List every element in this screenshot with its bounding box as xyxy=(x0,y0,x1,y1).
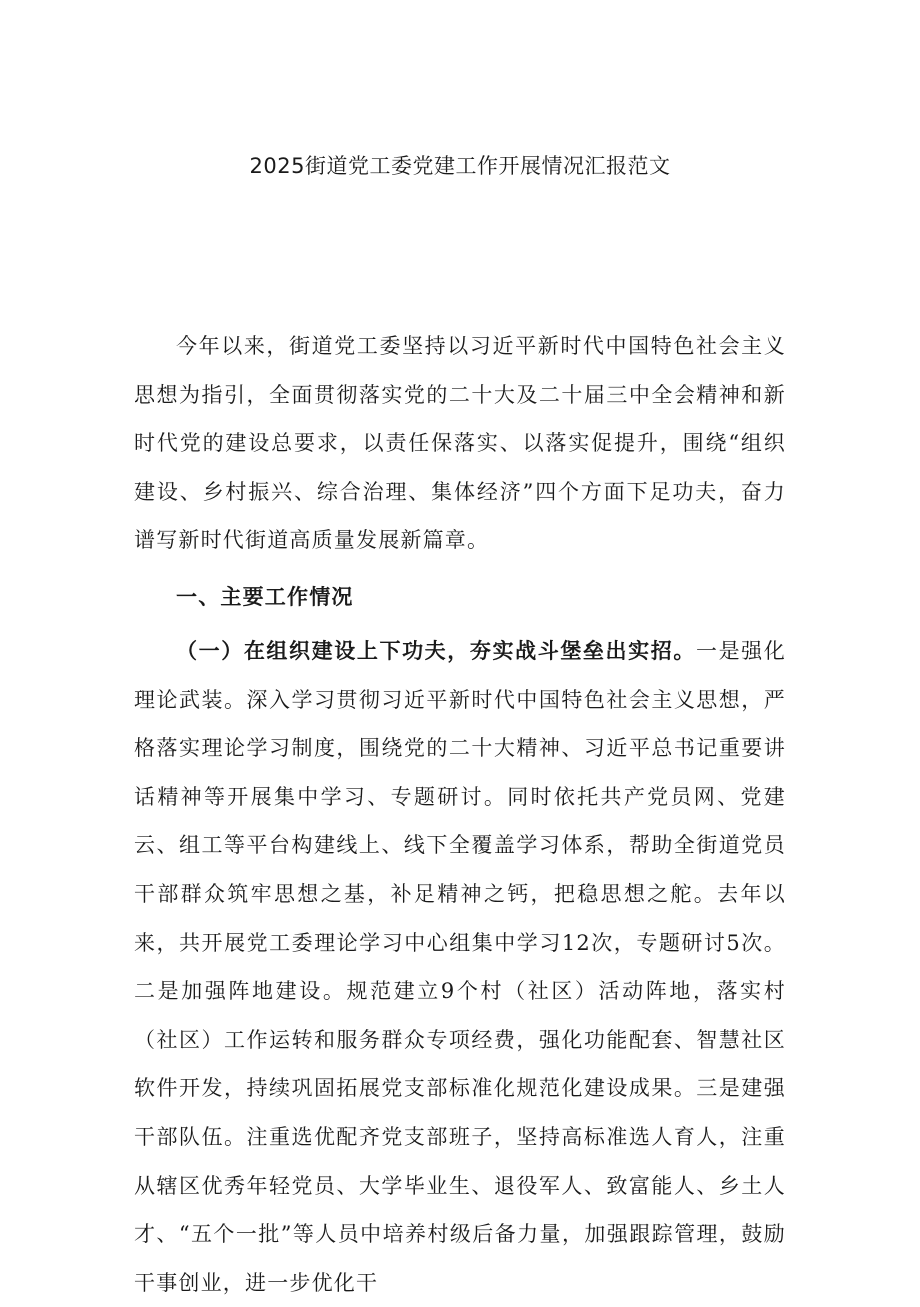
section-heading: 一、主要工作情况 xyxy=(176,584,354,609)
intro-paragraph: 今年以来，街道党工委坚持以习近平新时代中国特色社会主义思想为指引，全面贯彻落实党的二十大及二十届三中全会精神和新时代党的建设总要求，以责任保落实、以落实促提升，围绕“组织建设、乡村振兴、综合治理、集体经济”四个方面下足功夫，奋力谱写新时代街道高质量发展新篇章。 xyxy=(134,334,786,553)
subsection-body: 一是强化理论武装。深入学习贯彻习近平新时代中国特色社会主义思想，严格落实理论学习制度，围绕党的二十大精神、习近平总书记重要讲话精神等开展集中学习、专题研讨。同时依托共产党员网、党建云、组工等平台构建线上、线下全覆盖学习体系，帮助全街道党员干部群众筑牢思想之基，补足精神之钙，把稳思想之舵。去年以来，共开展党工委理论学习中心组集中学习12次，专题研讨5次。二是加强阵地建设。规范建立9个村（社区）活动阵地，落实村（社区）工作运转和服务群众专项经费，强化功能配套、智慧社区软件开发，持续巩固拓展党支部标准化规范化建设成果。三是建强干部队伍。注重选优配齐党支部班子，坚持高标准选人育人，注重从辖区优秀年轻党员、大学毕业生、退役军人、致富能人、乡土人才、“五个一批”等人员中培养村级后备力量，加强跟踪管理，鼓励干事创业，进一步优化干 xyxy=(134,639,786,1295)
subsection-lead: （一）在组织建设上下功夫，夯实战斗堡垒出实招。 xyxy=(176,638,696,663)
subsection-paragraph xyxy=(134,627,786,1307)
document-title: 2025街道党工委党建工作开展情况汇报范文 xyxy=(249,154,671,178)
